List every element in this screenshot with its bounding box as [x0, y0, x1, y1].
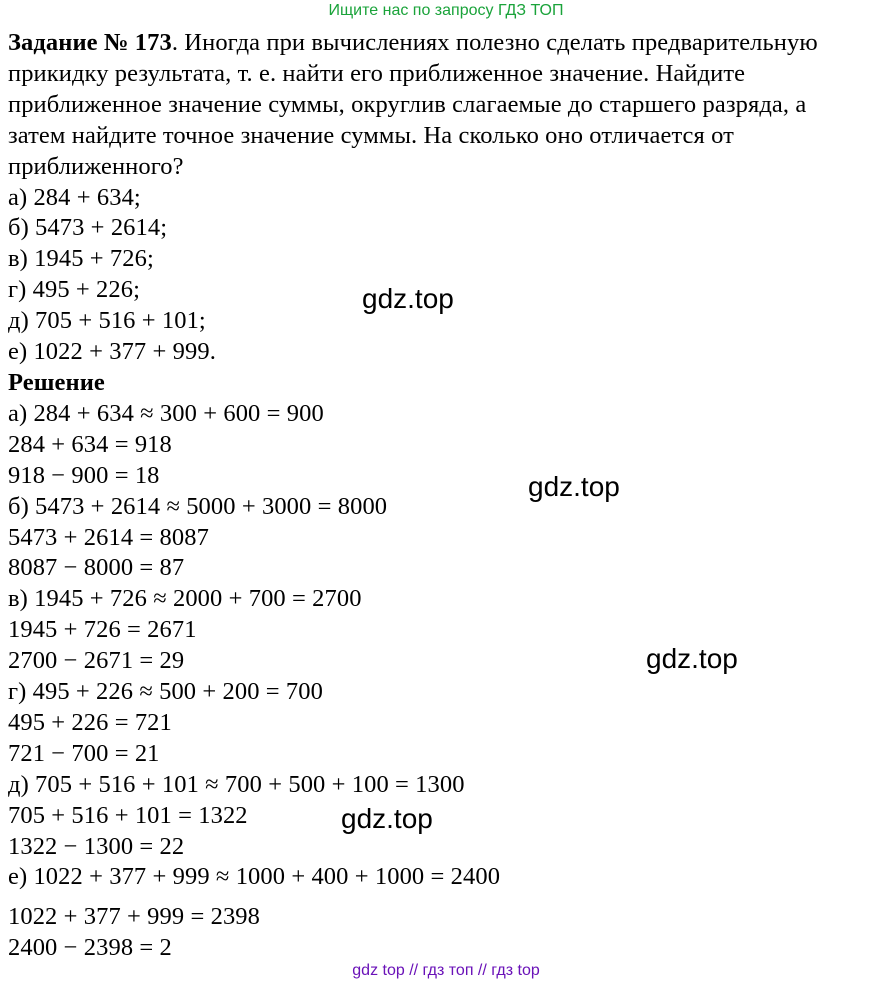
solution-line: 5473 + 2614 = 8087 — [8, 523, 209, 551]
solution-list — [8, 399, 888, 964]
task-document — [8, 28, 888, 964]
solution-line: д) 705 + 516 + 101 ≈ 700 + 500 + 100 = 1300 — [8, 770, 465, 798]
solution-line: 918 − 900 = 18 — [8, 461, 160, 489]
solution-line: 2400 − 2398 = 2 — [8, 934, 172, 962]
solution-line: 8087 − 8000 = 87 — [8, 554, 185, 582]
solution-line: 1022 + 377 + 999 = 2398 — [8, 903, 261, 931]
solution-line: 2700 − 2671 = 29 — [8, 647, 185, 675]
solution-line: 1945 + 726 = 2671 — [8, 616, 197, 644]
watermark: gdz.top — [362, 283, 454, 314]
top-banner: Ищите нас по запросу ГДЗ ТОП — [328, 2, 564, 19]
task-item: е) 1022 + 377 + 999. — [8, 338, 216, 366]
task-item: в) 1945 + 726; — [8, 245, 154, 273]
solution-line: а) 284 + 634 ≈ 300 + 600 = 900 — [8, 399, 324, 427]
watermark: gdz.top — [341, 803, 433, 834]
solution-line: в) 1945 + 726 ≈ 2000 + 700 = 2700 — [8, 585, 362, 613]
task-title: Задание № 173 — [8, 29, 172, 56]
task-text-line: затем найдите точное значение суммы. На сколько оно отличается от — [8, 121, 734, 149]
task-text-line: приближенное значение суммы, округлив слагаемые до старшего разряда, а — [8, 90, 807, 118]
solution-line: г) 495 + 226 ≈ 500 + 200 = 700 — [8, 678, 323, 706]
solution-line: 495 + 226 = 721 — [8, 708, 172, 736]
watermark: gdz.top — [646, 643, 738, 674]
solution-line: 721 − 700 = 21 — [8, 739, 160, 767]
task-text-line: прикидку результата, т. е. найти его приближенное значение. Найдите — [8, 59, 746, 87]
task-header-line — [8, 28, 888, 59]
task-text-line: приближенного? — [8, 152, 184, 180]
solution-line: е) 1022 + 377 + 999 ≈ 1000 + 400 + 1000 = 2400 — [8, 863, 501, 891]
solution-heading: Решение — [8, 368, 105, 396]
solution-line: б) 5473 + 2614 ≈ 5000 + 3000 = 8000 — [8, 492, 388, 520]
bottom-footer: gdz top // гдз топ // гдз top — [352, 962, 540, 979]
task-item: а) 284 + 634; — [8, 183, 141, 211]
task-text-line: . Иногда при вычислениях полезно сделать предварительную — [171, 29, 818, 56]
solution-line: 284 + 634 = 918 — [8, 430, 172, 458]
task-item: д) 705 + 516 + 101; — [8, 307, 206, 335]
task-item: б) 5473 + 2614; — [8, 214, 168, 242]
task-item: г) 495 + 226; — [8, 276, 141, 304]
watermark: gdz.top — [528, 471, 620, 502]
solution-line: 705 + 516 + 101 = 1322 — [8, 801, 248, 829]
solution-line: 1322 − 1300 = 22 — [8, 832, 185, 860]
